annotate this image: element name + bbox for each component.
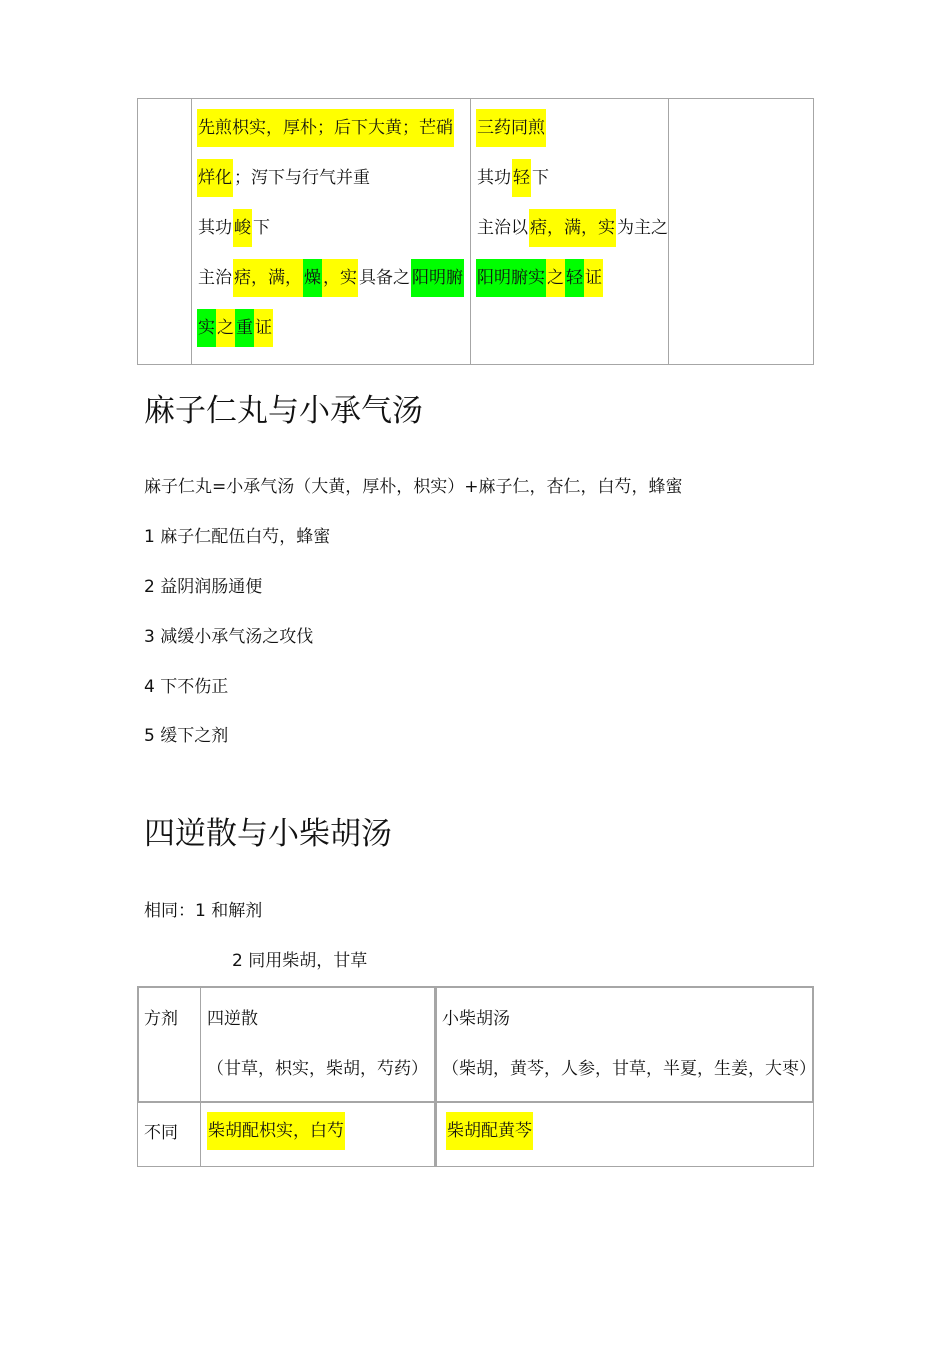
top-table-col3-line-4-run-4: 证 <box>584 259 603 297</box>
top-table-col2-line-4 <box>197 259 464 297</box>
top-table-col3-line-2-run-1: 其功 <box>477 168 511 188</box>
section2-same-line-2: 2 同用柴胡，甘草 <box>232 951 368 971</box>
top-table-col3-line-1 <box>476 109 546 147</box>
comparison-r1c2-name: 四逆散 <box>207 1009 258 1029</box>
top-table-col3-line-4-run-3: 轻 <box>565 259 584 297</box>
section2-heading: 四逆散与小柴胡汤 <box>144 816 392 852</box>
top-table-col2-line-4-run-6: 阳明腑 <box>411 259 464 297</box>
top-table-col2-line-2-run-1: 烊化 <box>197 159 233 197</box>
comparison-cell-r1c2 <box>200 986 436 1102</box>
section1-point-1: 1 麻子仁配伍白芍，蜂蜜 <box>144 527 331 547</box>
top-table-col3-line-4-run-1: 阳明腑实 <box>476 259 546 297</box>
top-table-col2-line-3-run-1: 其功 <box>198 218 232 238</box>
top-table-col2-line-3-run-2: 峻 <box>233 209 252 247</box>
comparison-r2c2-highlight <box>207 1112 345 1150</box>
section2-same-line-1: 相同：1 和解剂 <box>144 901 263 921</box>
top-table-col2-line-4-run-3: 燥 <box>303 259 322 297</box>
top-table-col2-line-1 <box>197 109 454 147</box>
top-table-col2-line-4-run-4: ，实 <box>322 259 358 297</box>
top-table-col3-line-2 <box>476 159 550 197</box>
top-table-col2-line-5-run-4: 证 <box>254 309 273 347</box>
top-table-col2-line-1-run-1: 先煎枳实，厚朴；后下大黄；芒硝 <box>197 109 454 147</box>
top-table-col2-line-2 <box>197 159 371 197</box>
top-table-col2-line-5-run-2: 之 <box>216 309 235 347</box>
section1-point-5: 5 缓下之剂 <box>144 726 229 746</box>
top-table-cell-1 <box>137 98 192 365</box>
comparison-r2c3-text: 柴胡配黄芩 <box>447 1121 532 1141</box>
comparison-row1-label: 方剂 <box>144 1009 178 1029</box>
comparison-r1c3-name: 小柴胡汤 <box>442 1009 510 1029</box>
top-table-col2-line-5-run-1: 实 <box>197 309 216 347</box>
comparison-r1c2-ingredients: （甘草，枳实，柴胡，芍药） <box>207 1059 428 1079</box>
top-table-col3-line-3-run-1: 主治以 <box>477 218 528 238</box>
section1-formula: 麻子仁丸=小承气汤（大黄，厚朴，枳实）+麻子仁，杏仁，白芍，蜂蜜 <box>144 477 683 497</box>
top-table-col3-line-4-run-2: 之 <box>546 259 565 297</box>
comparison-cell-r1c1 <box>137 986 201 1102</box>
comparison-r2c2-text: 柴胡配枳实，白芍 <box>208 1121 344 1141</box>
comparison-r1c3-ingredients: （柴胡，黄芩，人参，甘草，半夏，生姜，大枣） <box>442 1059 816 1079</box>
top-table-col2-line-3 <box>197 209 271 247</box>
section1-point-3: 3 减缓小承气汤之攻伐 <box>144 627 314 647</box>
section1-heading: 麻子仁丸与小承气汤 <box>144 393 423 429</box>
comparison-cell-r1c3 <box>435 986 814 1102</box>
top-table-col3-line-2-run-3: 下 <box>532 168 549 188</box>
top-table-col3-line-2-run-2: 轻 <box>512 159 531 197</box>
top-table-col3-line-1-run-1: 三药同煎 <box>476 109 546 147</box>
top-table-col3-line-3-run-3: 为主之 <box>617 218 668 238</box>
comparison-row2-label: 不同 <box>144 1123 178 1143</box>
top-table-col3-line-3 <box>476 209 669 247</box>
top-table-col3-line-4 <box>476 259 603 297</box>
top-table-col2-line-3-run-3: 下 <box>253 218 270 238</box>
top-table-col2-line-4-run-1: 主治 <box>198 268 232 288</box>
top-table-col2-line-4-run-5: 具备之 <box>359 268 410 288</box>
top-table-cell-4 <box>668 98 814 365</box>
section1-point-4: 4 下不伤正 <box>144 677 229 697</box>
section1-point-2: 2 益阴润肠通便 <box>144 577 263 597</box>
top-table-col2-line-5 <box>197 309 273 347</box>
top-table-col2-line-5-run-3: 重 <box>235 309 254 347</box>
top-table-col2-line-4-run-2: 痞，满， <box>233 259 303 297</box>
comparison-r2c3-highlight <box>446 1112 533 1150</box>
top-table-col3-line-3-run-2: 痞，满，实 <box>529 209 616 247</box>
top-table-col2-line-2-run-2: ；泻下与行气并重 <box>234 168 370 188</box>
